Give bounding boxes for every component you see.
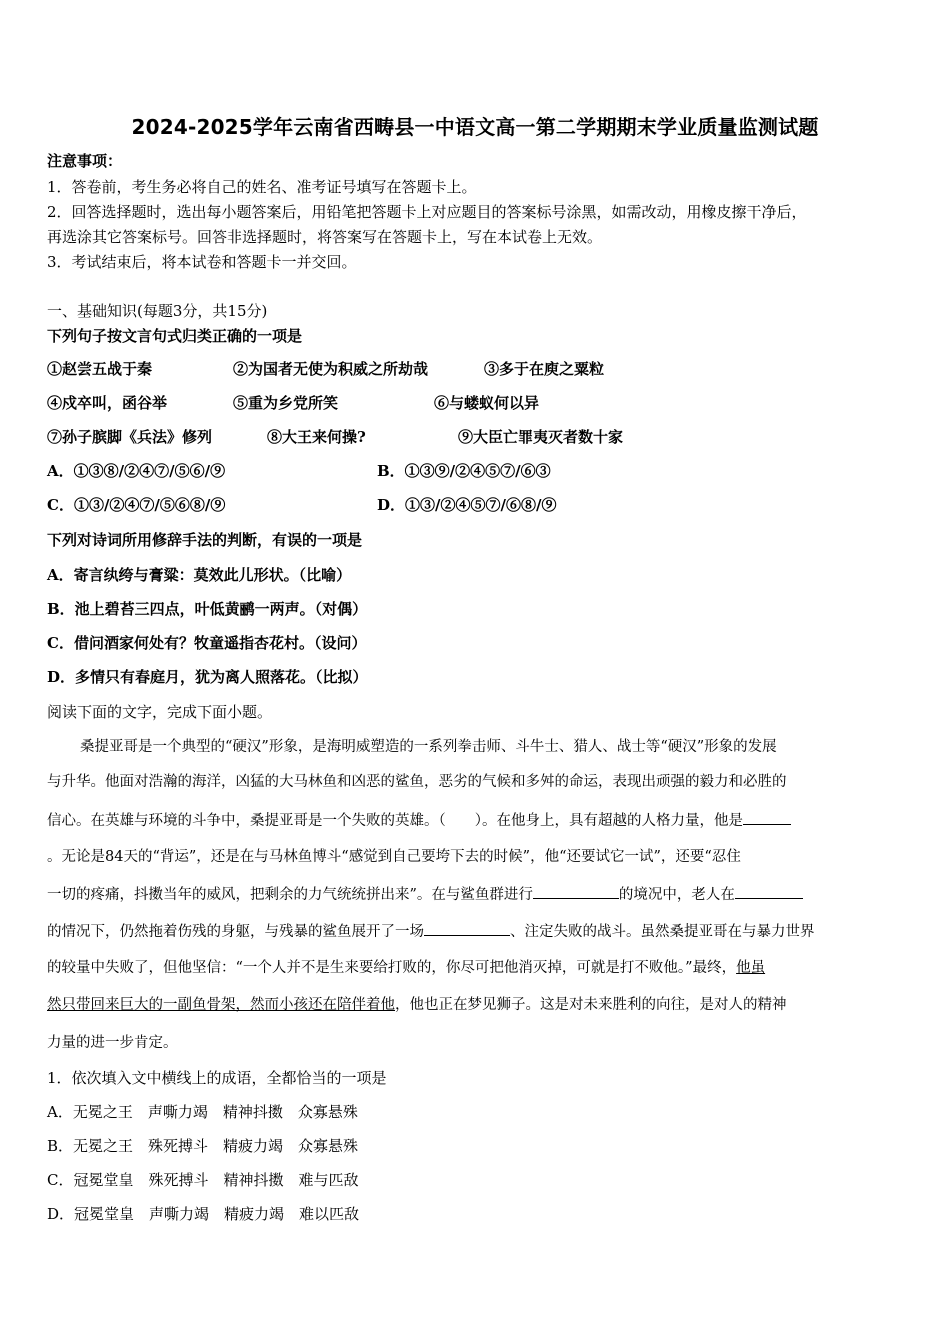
passage-text: 、注定失败的战斗。虽然桑提亚哥在与暴力世界 (510, 924, 815, 940)
sentence-item: ⑦孙子膑脚《兵法》修列 (47, 428, 213, 446)
passage-line (47, 810, 791, 831)
underlined-text: 然只带回来巨大的一副鱼骨架，然而小孩还在陪伴着他 (47, 997, 395, 1013)
option-d: D．多情只有春庭月，犹为离人照落花。（比拟） (47, 668, 368, 686)
sentence-item: ②为国者无使为积威之所劫哉 (233, 360, 429, 378)
option-a: A．①③⑧/②④⑦/⑤⑥/⑨ (47, 462, 226, 480)
option-b: B．①③⑨/②④⑤⑦/⑥③ (377, 462, 551, 480)
page-title: 2024-2025学年云南省西畴县一中语文高一第二学期期末学业质量监测试题 (131, 115, 819, 139)
passage-line (47, 921, 815, 942)
notice-item: 再选涂其它答案标号。回答非选择题时，将答案写在答题卡上，写在本试卷上无效。 (47, 228, 603, 246)
passage-line: 力量的进一步肯定。 (47, 1035, 178, 1051)
option-c: C．借问酒家何处有？牧童遥指杏花村。（设问） (47, 634, 367, 652)
question-stem: 下列句子按文言句式归类正确的一项是 (47, 327, 303, 345)
passage-line: 桑提亚哥是一个典型的“硬汉”形象，是海明威塑造的一系列拳击师、斗牛士、猎人、战士等“硬汉”形象的发展 (80, 739, 777, 755)
question-stem: 下列对诗词所用修辞手法的判断，有误的一项是 (47, 531, 363, 549)
option-a: A．寄言纨绔与膏粱：莫效此儿形状。（比喻） (47, 566, 352, 584)
passage-text: 一切的疼痛，抖擞当年的威风，把剩余的力气统统拼出来”。在与鲨鱼群进行 (47, 887, 533, 903)
fill-blank (743, 810, 791, 825)
option-b: B．无冕之王 殊死搏斗 精疲力竭 众寡悬殊 (47, 1137, 359, 1155)
sentence-item: ④戍卒叫，函谷举 (47, 394, 168, 412)
notice-item: 2．回答选择题时，选出每小题答案后，用铅笔把答题卡上对应题目的答案标号涂黑，如需改动，用橡皮擦干净后， (47, 203, 807, 221)
sentence-item: ⑤重为乡党所笑 (233, 394, 339, 412)
sentence-item: ⑥与蝼蚁何以异 (434, 394, 540, 412)
option-d: D．冠冕堂皇 声嘶力竭 精疲力竭 难以匹敌 (47, 1205, 360, 1223)
option-c: C．冠冕堂皇 殊死搏斗 精神抖擞 难与匹敌 (47, 1171, 359, 1189)
sentence-item: ⑧大王来何操? (267, 428, 366, 446)
section-heading: 一、基础知识(每题3分，共15分) (47, 302, 268, 320)
fill-blank (735, 884, 803, 899)
passage-line: 与升华。他面对浩瀚的海洋，凶猛的大马林鱼和凶恶的鲨鱼，恶劣的气候和多舛的命运，表现出顽强的毅力和必胜的 (47, 774, 787, 790)
underlined-text: 他虽 (736, 960, 766, 976)
passage-text: ，他也正在梦见狮子。这是对未来胜利的向往，是对人的精神 (395, 997, 787, 1013)
passage-line (47, 995, 787, 1015)
notice-heading: 注意事项： (47, 152, 123, 170)
notice-item: 1．答卷前，考生务必将自己的姓名、准考证号填写在答题卡上。 (47, 178, 477, 196)
sentence-item: ⑨大臣亡罪夷灭者数十家 (458, 428, 624, 446)
sentence-item: ③多于在庾之粟粒 (484, 360, 605, 378)
option-a: A．无冕之王 声嘶力竭 精神抖擞 众寡悬殊 (47, 1103, 358, 1121)
passage-text: 的情况下，仍然拖着伤残的身躯，与残暴的鲨鱼展开了一场 (47, 924, 424, 940)
fill-blank (533, 884, 619, 899)
option-b: B．池上碧苔三四点，叶低黄鹂一两声。（对偶） (47, 600, 368, 618)
fill-blank (424, 921, 510, 936)
passage-text: 的较量中失败了，但他坚信：“一个人并不是生来要给打败的，你尽可把他消灭掉，可就是打不败他。”最终， (47, 960, 737, 976)
option-c: C．①③/②④⑦/⑤⑥⑧/⑨ (47, 496, 226, 514)
passage-text: 信心。在英雄与环境的斗争中，桑提亚哥是一个失败的英雄。（ ）。在他身上，具有超越的人格力量，他是 (47, 813, 743, 829)
reading-intro: 阅读下面的文字，完成下面小题。 (47, 703, 273, 721)
passage-line (47, 958, 765, 978)
sentence-item: ①赵尝五战于秦 (47, 360, 153, 378)
question-stem: 1．依次填入文中横线上的成语，全都恰当的一项是 (47, 1069, 387, 1087)
passage-text: 的境况中，老人在 (618, 887, 735, 903)
passage-line (47, 884, 803, 905)
option-d: D．①③/②④⑤⑦/⑥⑧/⑨ (377, 496, 557, 514)
notice-item: 3．考试结束后，将本试卷和答题卡一并交回。 (47, 253, 357, 271)
passage-line: 。无论是84天的“背运”，还是在与马林鱼博斗“感觉到自己要垮下去的时候”，他“还要试它一试”，还要“忍住 (47, 849, 741, 865)
